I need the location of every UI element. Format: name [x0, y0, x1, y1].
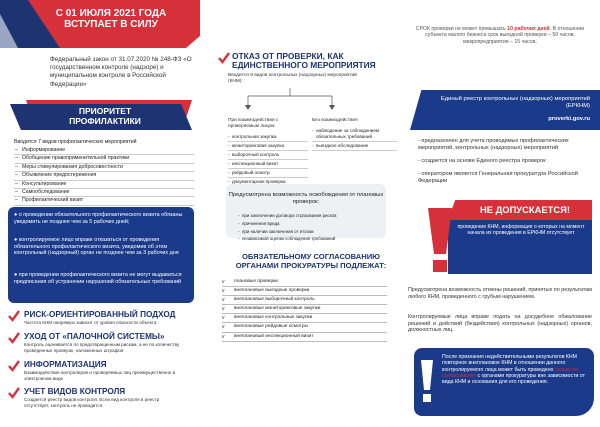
checkmark-icon	[8, 332, 20, 344]
header-title	[46, 8, 176, 30]
visit-rules-box	[8, 207, 194, 303]
list-item: - выборочный контроль	[228, 151, 308, 160]
branch-diagram	[200, 82, 400, 122]
approach-desc: Частота КНМ напрямую зависит от уровня опасности объекта	[24, 320, 157, 325]
group-heading: Без взаимодействия	[312, 118, 358, 123]
header-line-2: ВСТУПАЕТ В СИЛУ	[64, 19, 158, 30]
reinspection-text	[442, 354, 590, 385]
without-interaction-group	[312, 118, 397, 151]
reinspection-text-post: с органами прокуратуры вне зависимости от вида КНМ и основания для его проведения.	[442, 372, 585, 386]
approach-title: ИНФОРМАТИЗАЦИЯ	[24, 360, 107, 369]
prevention-item: – Профилактический визит	[14, 197, 194, 205]
prevention-item: – Меры стимулирования добросовестности	[14, 164, 194, 172]
priority-line-1: ПРИОРИТЕТ	[78, 106, 132, 116]
prevention-item: – Консультирование	[14, 181, 194, 189]
priority-title	[40, 106, 170, 126]
appeal-text: Предусмотрена возможность отмены решений, принятых по результатам любого КНМ, проведенного с грубым нарушением.	[408, 287, 592, 300]
prevention-item: – Объявление предостережения	[14, 172, 194, 180]
registry-title: Единый реестр контрольных (надзорных) мероприятий (ЕРКНМ)	[440, 96, 590, 109]
prevention-item: – Информирование	[14, 147, 194, 155]
list-item: v внеплановый инспекционный визит	[222, 333, 387, 342]
registry-point: - создается на основе Единого реестра проверок	[418, 158, 546, 164]
approach-desc: Создается реестр видов контроля. Если вид контроля в реестр отсутствует, контроль не проводится	[24, 397, 160, 408]
list-item: - независимой оценки соблюдения требований	[238, 235, 378, 243]
approval-title: ОБЯЗАТЕЛЬНОМУ СОГЛАСОВАНИЮ ОРГАНАМИ ПРОКУРАТУРЫ ПОДЛЕЖАТ:	[235, 252, 387, 271]
list-item: - рейдовый осмотр	[228, 169, 308, 178]
list-item: - выездное обследование	[312, 142, 397, 151]
list-item: v внеплановые мониторинговые закупки	[222, 305, 387, 314]
forbidden-card	[408, 200, 592, 282]
reinspection-highlight: только по согласованию	[442, 366, 578, 379]
exemption-box	[226, 184, 386, 242]
visit-rule: ● при проведении профилактического визита не могут выдаваться предписания об устранении нарушений обязательных требований	[14, 272, 182, 285]
list-item: v внеплановые рейдовые осмотры	[222, 323, 387, 332]
approach-title: УХОД ОТ «ПАЛОЧНОЙ СИСТЕМЫ»	[24, 332, 165, 341]
column-right	[400, 0, 600, 427]
forbidden-text: проведение КНМ, информация о которых на момент начала их проведения в ЕРКНМ отсутствует	[457, 224, 585, 237]
term-text-pre: СРОК проверки не может превышать	[415, 26, 508, 32]
exemption-list	[238, 212, 378, 243]
column-middle	[200, 0, 400, 427]
list-item: - документарная проверка	[228, 178, 308, 187]
list-item: - наблюдение за соблюдением обязательных требований	[312, 127, 397, 142]
exclamation-icon	[424, 208, 456, 274]
group-heading: При взаимодействии с проверяемым лицом	[228, 118, 279, 129]
forbidden-title: НЕ ДОПУСКАЕТСЯ!	[479, 204, 571, 215]
section-subtitle: Вводится 9 видов контрольных (надзорных) мероприятий (КНМ):	[228, 73, 357, 84]
checkmark-icon	[8, 310, 20, 322]
term-text-post: . В отношении субъекта малого бизнеса срок выездной проверки – 50 часов, микропредприятия – 15 часов.	[425, 26, 585, 45]
header-line-1: С 01 ИЮЛЯ 2021 ГОДА	[55, 8, 167, 19]
registry-site: proverki.gov.ru	[548, 116, 590, 122]
checkmark-icon	[8, 360, 20, 372]
list-item: - при заключении договора страхования рисков	[238, 212, 378, 220]
list-item: v внеплановые выездные проверки	[222, 287, 387, 296]
without-interaction-list	[312, 127, 397, 151]
priority-line-2: ПРОФИЛАКТИКИ	[69, 116, 141, 126]
exemption-title: Предусмотрена возможность освобождения от плановых проверок:	[228, 192, 384, 205]
approach-title: УЧЕТ ВИДОВ КОНТРОЛЯ	[24, 387, 126, 396]
registry-point: - оператором является Генеральная прокуратура Российской Федерации	[418, 171, 578, 184]
approval-list	[222, 278, 387, 342]
prevention-list	[14, 147, 194, 206]
prevention-item: – Обобщение правоприменительной практики	[14, 155, 194, 163]
visit-rule: ● о проведении обязательного профилактического визита обязаны уведомить не позднее чем за 5 рабочих дней;	[14, 212, 183, 225]
checkmark-icon	[8, 387, 20, 399]
law-reference: Федеральный закон от 31.07.2020 № 248-ФЗ «О государственном контроле (надзоре) и муниципальном контроле в Российской Федерации»	[50, 56, 192, 88]
registry-points	[418, 138, 592, 191]
list-item: v плановые проверки	[222, 278, 387, 287]
registry-point: - предназначен для учета проводимых профилактических мероприятий, контрольных (надзорных) мероприятий	[418, 138, 569, 151]
prevention-title: Вводится 7 видов профилактических мероприятий	[14, 139, 137, 145]
pretrial-text: Контролируемые лица вправе подать на досудебное обжалование решений и действий (бездействия) контрольных (надзорных) органов, должностных лиц.	[408, 314, 592, 334]
checkmark-icon	[218, 52, 230, 64]
list-item: - при наличии заключения от итогам	[238, 228, 378, 236]
term-text	[408, 26, 592, 45]
list-item: v внеплановые выборочный контроль	[222, 296, 387, 305]
list-item: v внеплановые контрольные закупки	[222, 314, 387, 323]
section-title: ОТКАЗ ОТ ПРОВЕРКИ, КАК ЕДИНСТВЕННОГО МЕРОПРИЯТИЯ	[232, 51, 376, 70]
visit-rule: ● контролируемое лицо вправе отказаться от проведения обязательного профилактического визита, уведомив об этом контрольный (надзорный) орган не позднее чем за 3 рабочих дня	[14, 237, 179, 257]
list-item: - причинения вреда	[238, 220, 378, 228]
list-item: - мониторинговая закупка	[228, 142, 308, 151]
approach-desc: Взаимодействие контролеров и проверяемых лиц преимущественно в электронном виде	[24, 370, 176, 381]
exclamation-icon	[420, 360, 434, 404]
approach-desc: Контроль оценивается по предотвращенным рискам, а не по количеству проведенных проверок, наложенных штрафов	[24, 342, 180, 353]
column-left	[0, 0, 200, 427]
list-item: - инспекционный визит	[228, 160, 308, 169]
approach-title: РИСК-ОРИЕНТИРОВАННЫЙ ПОДХОД	[24, 310, 176, 319]
reinspection-box	[414, 348, 594, 416]
list-item: - контрольная закупка	[228, 133, 308, 142]
term-text-highlight: 10 рабочих дней	[507, 26, 550, 32]
prevention-item: – Самообследование	[14, 189, 194, 197]
reinspection-text-pre: После признания недействительными результатов КНМ повторное внеплановое КНМ в отношении данного контролируемого лица может быть проведено	[442, 354, 577, 373]
